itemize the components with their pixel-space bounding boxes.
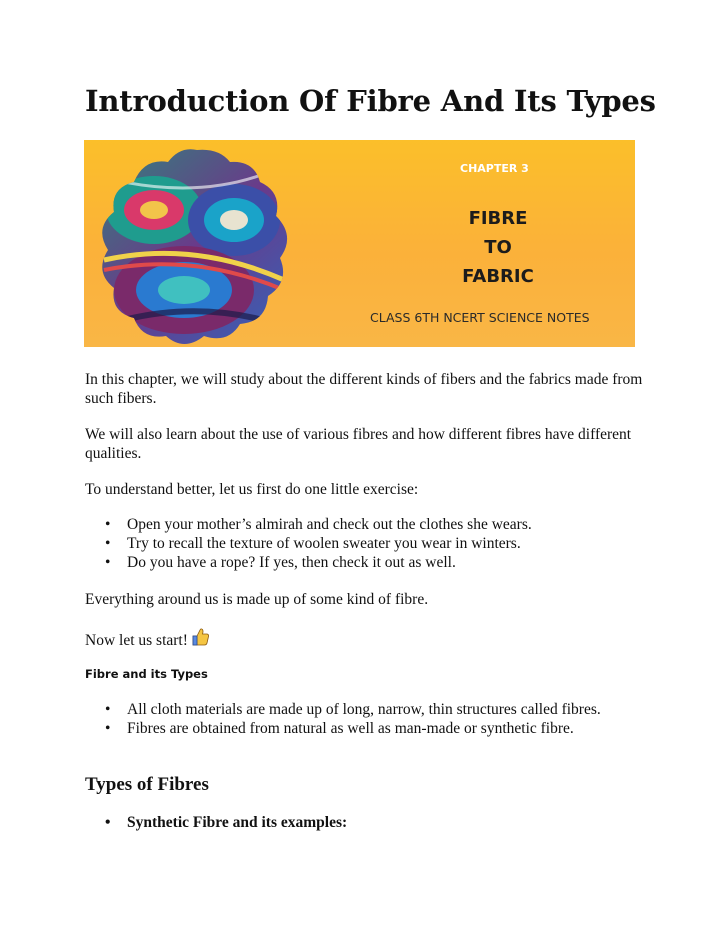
banner-title-line: FIBRE — [468, 208, 528, 229]
list-item: • Synthetic Fibre and its examples: — [85, 813, 645, 832]
thumbs-up-icon — [190, 627, 210, 652]
chapter-banner-image — [84, 140, 635, 347]
types-of-fibres-list — [85, 813, 645, 832]
page-title: Introduction Of Fibre And Its Types — [85, 84, 656, 118]
fibre-types-list — [85, 700, 645, 738]
fibre-types-heading: Fibre and its Types — [85, 667, 208, 681]
banner-title-line: TO — [484, 237, 512, 258]
everything-paragraph: Everything around us is made up of some kind of fibre. — [85, 591, 429, 608]
list-item: • Open your mother’s almirah and check out the clothes she wears. — [85, 515, 645, 534]
start-paragraph — [85, 627, 645, 652]
banner-title — [448, 204, 548, 291]
exercise-list — [85, 515, 645, 572]
banner-title-line: FABRIC — [462, 266, 534, 287]
intro-paragraph-1: In this chapter, we will study about the different kinds of fibers and the fabrics made from such fibers. — [85, 371, 643, 407]
list-item: • Do you have a rope? If yes, then check it out as well. — [85, 553, 645, 572]
start-text: Now let us start! — [85, 632, 188, 649]
banner-class-label: CLASS 6TH NCERT SCIENCE NOTES — [370, 310, 590, 325]
types-of-fibres-heading: Types of Fibres — [85, 774, 209, 795]
banner-chapter-label: CHAPTER 3 — [460, 162, 529, 175]
intro-paragraph-3: To understand better, let us first do one little exercise: — [85, 481, 419, 498]
intro-paragraph-2: We will also learn about the use of various fibres and how different fibres have different qualities. — [85, 426, 632, 462]
list-item: • All cloth materials are made up of long, narrow, thin structures called fibres. — [85, 700, 645, 719]
list-item: • Fibres are obtained from natural as well as man-made or synthetic fibre. — [85, 719, 645, 738]
list-item: • Try to recall the texture of woolen sweater you wear in winters. — [85, 534, 645, 553]
